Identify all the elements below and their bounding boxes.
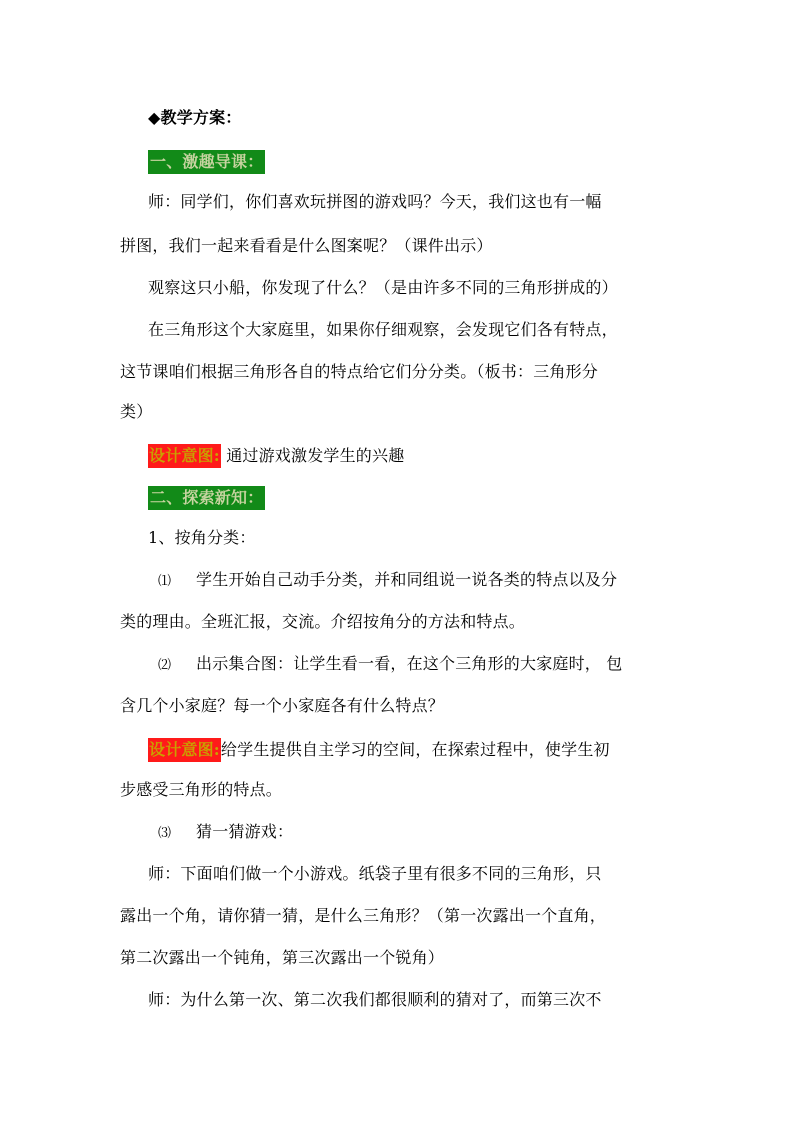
section1-title: 一、激趣导课： xyxy=(148,150,265,174)
paragraph-line: 第二次露出一个钝角，第三次露出一个锐角） xyxy=(120,948,445,967)
design-intent-text: 通过游戏激发学生的兴趣 xyxy=(220,446,405,465)
paragraph-line: 师：为什么第一次、第二次我们都很顺利的猜对了，而第三次不 xyxy=(148,990,602,1009)
paragraph-line: 这节课咱们根据三角形各自的特点给它们分分类。（板书：三角形分 xyxy=(120,362,599,381)
item-text: 猜一猜游戏： xyxy=(196,822,294,841)
design-intent-text: 给学生提供自主学习的空间，在探索过程中，使学生初 xyxy=(220,740,610,759)
section2-title-row xyxy=(148,486,708,510)
paragraph-line: 师：同学们，你们喜欢玩拼图的游戏吗？今天，我们这也有一幅 xyxy=(148,192,602,211)
paragraph-line: 在三角形这个大家庭里，如果你仔细观察，会发现它们各有特点， xyxy=(148,320,618,339)
item-number: ⑴ xyxy=(158,574,172,589)
design-intent-label: 设计意图: xyxy=(148,444,221,468)
design-intent-label: 设计意图: xyxy=(148,738,221,762)
list-item-2 xyxy=(158,654,718,676)
paragraph-line: 露出一个角，请你猜一猜，是什么三角形？（第一次露出一个直角， xyxy=(120,906,607,925)
paragraph-line: 师：下面咱们做一个小游戏。纸袋子里有很多不同的三角形，只 xyxy=(148,864,602,883)
paragraph-line: 类） xyxy=(120,402,153,421)
section1-title-row xyxy=(148,150,708,174)
paragraph-line: 含几个小家庭？每一个小家庭各有什么特点？ xyxy=(120,696,445,715)
item-text: 出示集合图：让学生看一看，在这个三角形的大家庭时， 包 xyxy=(196,654,623,673)
item-text: 学生开始自己动手分类，并和同组说一说各类的特点以及分 xyxy=(196,570,618,589)
paragraph-line: 观察这只小船，你发现了什么？（是由许多不同的三角形拼成的） xyxy=(148,278,618,297)
section2-title: 二、探索新知： xyxy=(148,486,265,510)
paragraph-line: 拼图，我们一起来看看是什么图案呢？（课件出示） xyxy=(120,236,493,255)
plan-heading: ◆教学方案： xyxy=(148,108,242,127)
subsection-title: 1、按角分类： xyxy=(148,528,256,547)
list-item-1 xyxy=(158,570,718,592)
design-intent-row xyxy=(148,444,708,468)
paragraph-line: 步感受三角形的特点。 xyxy=(120,780,283,799)
item-number: ⑶ xyxy=(158,826,172,841)
list-item-3 xyxy=(158,822,718,844)
item-number: ⑵ xyxy=(158,658,172,673)
design-intent-row xyxy=(148,738,708,762)
paragraph-line: 类的理由。全班汇报，交流。介绍按角分的方法和特点。 xyxy=(120,612,526,631)
